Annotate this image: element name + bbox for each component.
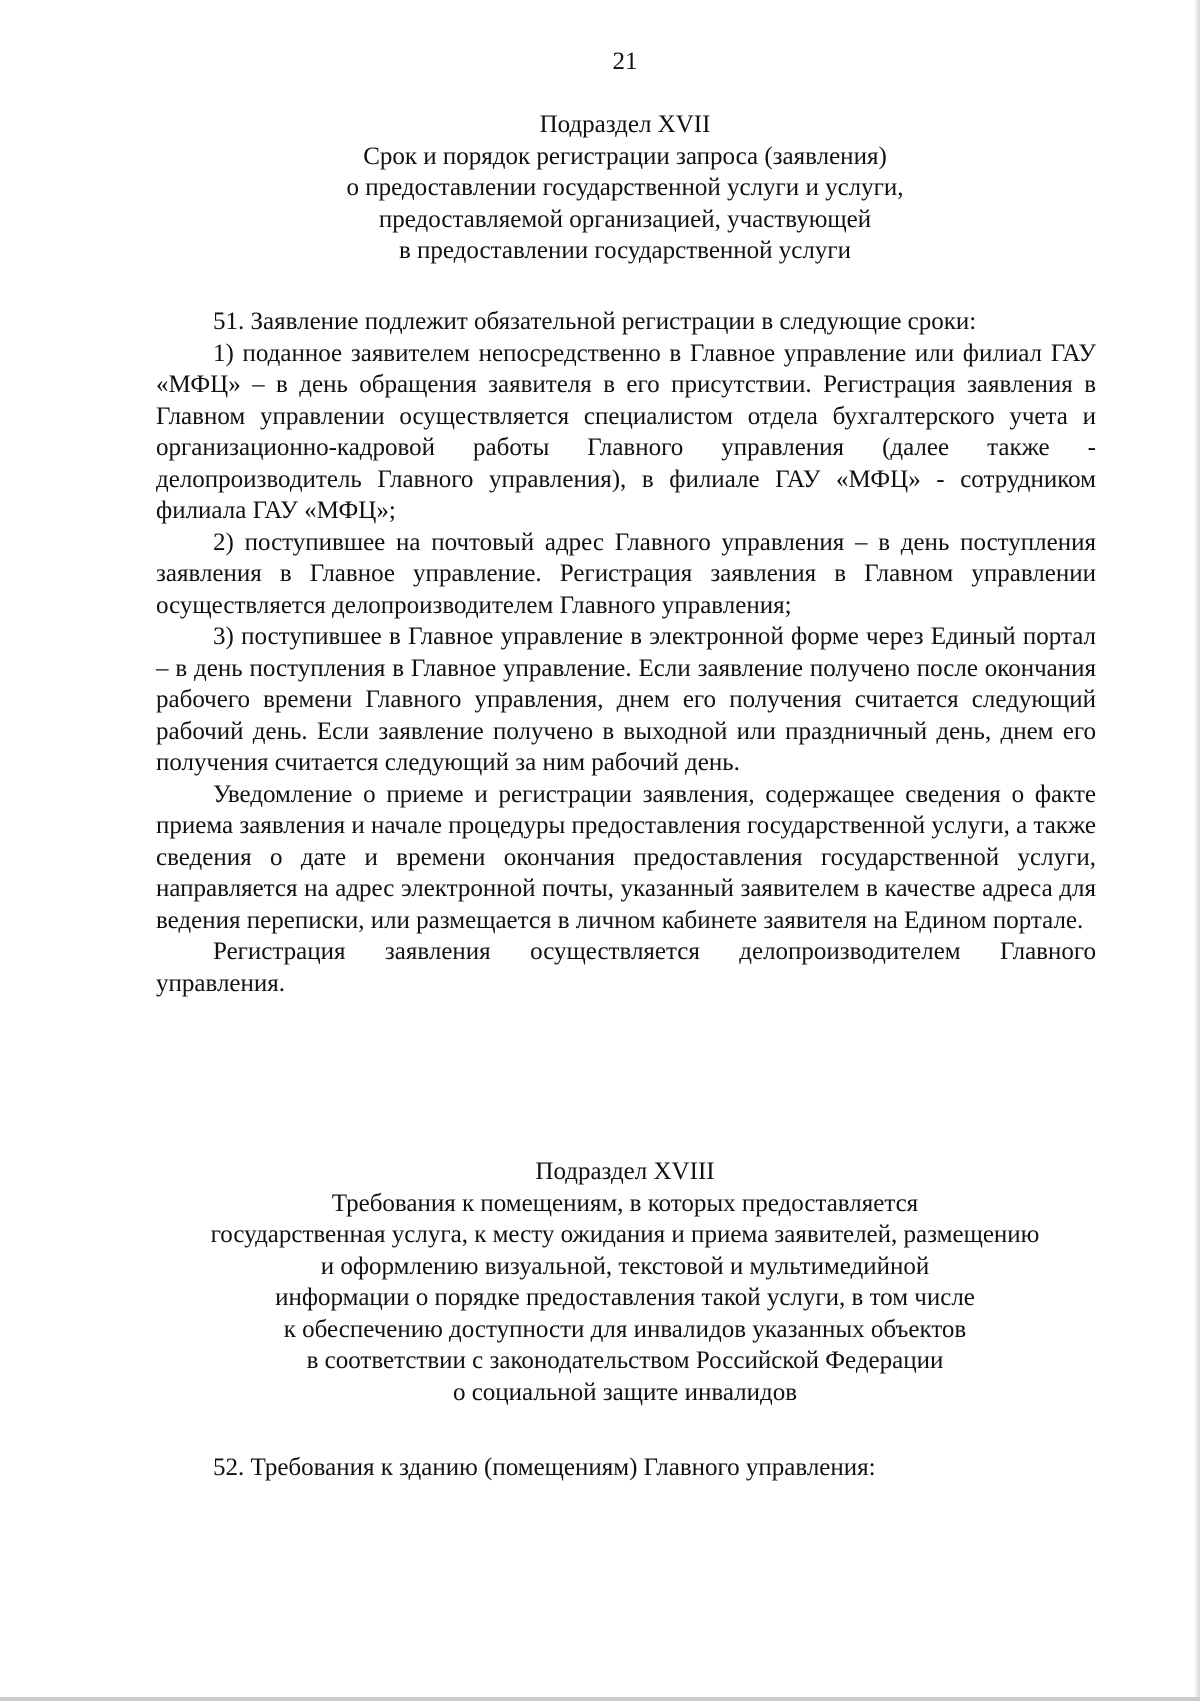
paragraph-51-item-3: 3) поступившее в Главное управление в электронной форме через Единый портал – в день поступления в Главное управление. Если заявление получено после окончания рабочего времени Главного управления, днем его получения считается следующий рабочий день. Если заявление получено в выходной или праздничный день, днем его получения считается следующий за ним рабочий день. xyxy=(156,623,1096,776)
section-17-heading-line: предоставляемой организацией, участвующей xyxy=(378,205,872,233)
paragraph-52: 52. Требования к зданию (помещениям) Главного управления: xyxy=(213,1454,876,1481)
scan-bottom-edge xyxy=(0,1697,1200,1701)
section-18-heading xyxy=(130,1156,1120,1408)
section-17-heading-line: в предоставлении государственной услуги xyxy=(398,237,852,264)
section-17-title: Подраздел XVII xyxy=(539,111,711,138)
scan-edge-shadow xyxy=(1194,0,1200,1701)
section-17-heading-line: о предоставлении государственной услуги и услуги, xyxy=(346,174,904,201)
registration-paragraph: Регистрация заявления осуществляется делопроизводителем Главного управления. xyxy=(156,938,1096,997)
paragraph-51-item-1: 1) поданное заявителем непосредственно в Главное управление или филиал ГАУ «МФЦ» – в день обращения заявителя в его присутствии. Регистрация заявления в Главном управлении осуществляется специалистом отдела бухгалтерского учета и организационно-кадровой работы Главного управления (далее также - делопроизводитель Главного управления), в филиале ГАУ «МФЦ» - сотрудником филиала ГАУ «МФЦ»; xyxy=(156,339,1096,524)
section-18-heading-line: государственная услуга, к месту ожидания и приема заявителей, размещению xyxy=(210,1221,1040,1248)
notification-paragraph: Уведомление о приеме и регистрации заявления, содержащее сведения о факте приема заявления и начале процедуры предоставления государственной услуги, а также сведения о дате и времени окончания предоставления государственной услуги, направляется на адрес электронной почты, указанный заявителем в качестве адреса для ведения переписки, или размещается в личном кабинете заявителя на Едином портале. xyxy=(156,780,1096,934)
section-18-heading-line: о социальной защите инвалидов xyxy=(452,1378,798,1406)
paragraph-51: 51. Заявление подлежит обязательной регистрации в следующие сроки: xyxy=(213,308,977,335)
section-18-heading-line: к обеспечению доступности для инвалидов указанных объектов xyxy=(283,1315,967,1343)
section-18-heading-line: Требования к помещениям, в которых предоставляется xyxy=(331,1189,919,1217)
section-18-heading-line: информации о порядке предоставления такой услуги, в том числе xyxy=(275,1284,975,1311)
page-number: 21 xyxy=(612,48,638,75)
section-18-title: Подраздел XVIII xyxy=(535,1158,715,1185)
section-17-heading-line: Срок и порядок регистрации запроса (заявления) xyxy=(363,142,887,170)
paragraph-51-item-2: 2) поступившее на почтовый адрес Главного управления – в день поступления заявления в Главное управление. Регистрация заявления в Главном управлении осуществляется делопроизводителем Главного управления; xyxy=(156,528,1096,619)
section-18-heading-line: и оформлению визуальной, текстовой и мультимедийной xyxy=(320,1252,930,1280)
section-18-heading-line: в соответствии с законодательством Российской Федерации xyxy=(306,1347,944,1374)
section-17-heading xyxy=(130,109,1120,267)
section-17-body xyxy=(156,306,1096,999)
